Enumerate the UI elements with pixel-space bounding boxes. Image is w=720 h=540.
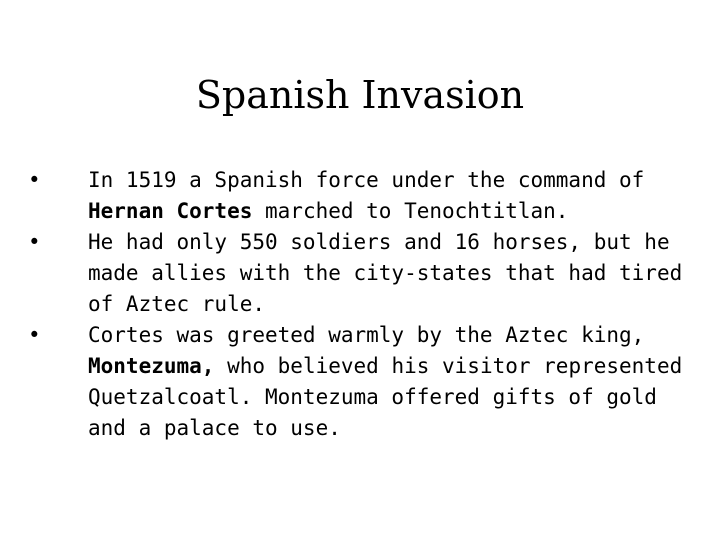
bullet-emphasis: Hernan Cortes bbox=[88, 199, 253, 223]
bullet-marker: • bbox=[28, 323, 41, 347]
bullet-list bbox=[28, 165, 688, 444]
bullet-text: Cortes was greeted warmly by the Aztec king, bbox=[88, 323, 645, 347]
bullet-marker: • bbox=[28, 230, 41, 254]
bullet-text: He had only 550 soldiers and 16 horses, but he made allies with the city-states that had tired of Aztec rule. bbox=[88, 230, 683, 316]
bullet-text: In 1519 a Spanish force under the command of bbox=[88, 168, 645, 192]
bullet-text: who believed his visitor represented Quetzalcoatl. Montezuma offered gifts of gold and a palace to use. bbox=[88, 354, 683, 440]
bullet-item bbox=[28, 227, 688, 320]
bullet-item bbox=[28, 320, 688, 444]
bullet-item bbox=[28, 165, 688, 227]
bullet-text: marched to Tenochtitlan. bbox=[252, 199, 569, 223]
slide-title: Spanish Invasion bbox=[195, 73, 525, 117]
bullet-emphasis: Montezuma, bbox=[88, 354, 215, 378]
bullet-marker: • bbox=[28, 168, 41, 192]
